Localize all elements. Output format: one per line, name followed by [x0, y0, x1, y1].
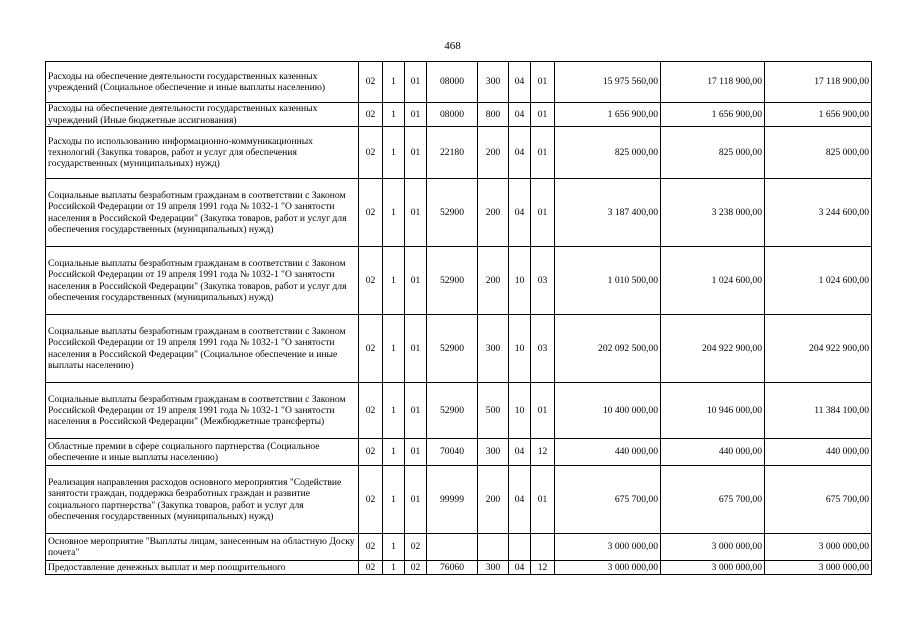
row-amount-cell: 202 092 500,00	[555, 315, 661, 383]
row-code-cell: 01	[405, 62, 427, 103]
row-amount-cell: 825 000,00	[765, 127, 872, 179]
row-amount-cell: 675 700,00	[661, 466, 765, 534]
row-code-cell: 01	[531, 383, 555, 439]
row-code-cell: 02	[359, 466, 383, 534]
row-code-cell: 99999	[427, 466, 478, 534]
row-amount-cell: 3 000 000,00	[765, 534, 872, 561]
row-code-cell	[427, 534, 478, 561]
row-code-cell: 1	[383, 315, 405, 383]
row-amount-cell: 204 922 900,00	[765, 315, 872, 383]
row-code-cell: 1	[383, 466, 405, 534]
row-amount-cell: 3 000 000,00	[661, 561, 765, 575]
row-amount-cell: 825 000,00	[661, 127, 765, 179]
row-code-cell: 04	[509, 103, 531, 127]
row-code-cell: 200	[478, 466, 509, 534]
row-code-cell: 02	[359, 62, 383, 103]
row-description: Областные премии в сфере социального партнерства (Социальное обеспечение и иные выплаты населению)	[46, 439, 359, 466]
row-code-cell: 04	[509, 179, 531, 247]
row-amount-cell: 3 000 000,00	[661, 534, 765, 561]
row-code-cell: 800	[478, 103, 509, 127]
row-code-cell: 500	[478, 383, 509, 439]
row-code-cell: 03	[531, 247, 555, 315]
row-code-cell: 10	[509, 315, 531, 383]
row-code-cell: 52900	[427, 179, 478, 247]
row-code-cell: 300	[478, 62, 509, 103]
row-code-cell: 1	[383, 247, 405, 315]
row-code-cell: 02	[405, 534, 427, 561]
row-code-cell: 02	[359, 247, 383, 315]
row-code-cell: 02	[359, 103, 383, 127]
row-code-cell: 01	[405, 127, 427, 179]
row-amount-cell: 1 656 900,00	[661, 103, 765, 127]
row-amount-cell: 11 384 100,00	[765, 383, 872, 439]
row-code-cell: 1	[383, 103, 405, 127]
row-amount-cell: 440 000,00	[765, 439, 872, 466]
row-code-cell: 01	[405, 247, 427, 315]
row-amount-cell: 440 000,00	[661, 439, 765, 466]
row-code-cell: 200	[478, 127, 509, 179]
row-code-cell: 01	[405, 103, 427, 127]
row-code-cell: 01	[405, 439, 427, 466]
table-row	[46, 247, 872, 315]
row-code-cell: 1	[383, 127, 405, 179]
row-code-cell: 200	[478, 247, 509, 315]
row-code-cell: 02	[359, 127, 383, 179]
row-amount-cell: 3 244 600,00	[765, 179, 872, 247]
row-code-cell: 01	[405, 315, 427, 383]
row-amount-cell: 675 700,00	[765, 466, 872, 534]
row-code-cell: 52900	[427, 315, 478, 383]
table-row	[46, 383, 872, 439]
row-code-cell: 300	[478, 439, 509, 466]
row-code-cell: 08000	[427, 103, 478, 127]
row-code-cell: 04	[509, 127, 531, 179]
row-amount-cell: 3 000 000,00	[555, 561, 661, 575]
row-description: Социальные выплаты безработным гражданам в соответствии с Законом Российской Федерации от 19 апреля 1991 года № 1032-1 "О занятости населения в Российской Федерации" (Межбюджетные трансферты)	[46, 383, 359, 439]
row-code-cell: 300	[478, 561, 509, 575]
row-amount-cell: 3 000 000,00	[765, 561, 872, 575]
row-amount-cell: 1 024 600,00	[765, 247, 872, 315]
row-amount-cell: 3 000 000,00	[555, 534, 661, 561]
table-row	[46, 127, 872, 179]
page-number: 468	[444, 40, 461, 52]
row-code-cell: 10	[509, 247, 531, 315]
row-code-cell: 1	[383, 534, 405, 561]
row-code-cell: 200	[478, 179, 509, 247]
row-amount-cell: 1 010 500,00	[555, 247, 661, 315]
table-row	[46, 62, 872, 103]
row-code-cell: 10	[509, 383, 531, 439]
row-code-cell: 01	[531, 466, 555, 534]
table-row	[46, 315, 872, 383]
row-code-cell: 1	[383, 439, 405, 466]
table-row	[46, 466, 872, 534]
row-code-cell: 02	[359, 439, 383, 466]
row-code-cell: 300	[478, 315, 509, 383]
row-description: Расходы на обеспечение деятельности государственных казенных учреждений (Иные бюджетные ассигнования)	[46, 103, 359, 127]
row-code-cell: 70040	[427, 439, 478, 466]
row-code-cell: 52900	[427, 247, 478, 315]
row-description: Социальные выплаты безработным гражданам в соответствии с Законом Российской Федерации от 19 апреля 1991 года № 1032-1 "О занятости населения в Российской Федерации" (Закупка товаров, работ и услуг для обеспечения государственных (муниципальных) нужд)	[46, 179, 359, 247]
table-body	[46, 62, 872, 575]
row-amount-cell: 1 024 600,00	[661, 247, 765, 315]
row-code-cell: 1	[383, 179, 405, 247]
row-amount-cell: 17 118 900,00	[661, 62, 765, 103]
budget-table	[45, 61, 872, 575]
row-code-cell: 04	[509, 561, 531, 575]
table-row	[46, 179, 872, 247]
row-code-cell: 1	[383, 383, 405, 439]
row-amount-cell: 1 656 900,00	[765, 103, 872, 127]
row-code-cell: 02	[359, 383, 383, 439]
row-code-cell: 02	[405, 561, 427, 575]
row-description: Реализация направления расходов основного мероприятия "Содействие занятости граждан, поддержка безработных граждан и развитие социального партнерства" (Закупка товаров, работ и услуг для обеспечения государственных (муниципальных) нужд)	[46, 466, 359, 534]
row-code-cell: 08000	[427, 62, 478, 103]
row-amount-cell: 17 118 900,00	[765, 62, 872, 103]
row-amount-cell: 1 656 900,00	[555, 103, 661, 127]
row-code-cell: 1	[383, 62, 405, 103]
table-row	[46, 534, 872, 561]
row-description: Расходы по использованию информационно-коммуникационных технологий (Закупка товаров, работ и услуг для обеспечения государственных (муниципальных) нужд)	[46, 127, 359, 179]
row-code-cell	[531, 534, 555, 561]
row-code-cell: 22180	[427, 127, 478, 179]
row-code-cell: 02	[359, 179, 383, 247]
table-row	[46, 439, 872, 466]
row-description: Основное мероприятие "Выплаты лицам, занесенным на областную Доску почета"	[46, 534, 359, 561]
row-code-cell: 02	[359, 561, 383, 575]
row-amount-cell: 825 000,00	[555, 127, 661, 179]
row-code-cell: 01	[531, 103, 555, 127]
row-code-cell: 12	[531, 439, 555, 466]
row-amount-cell: 15 975 560,00	[555, 62, 661, 103]
row-amount-cell: 10 400 000,00	[555, 383, 661, 439]
row-amount-cell: 675 700,00	[555, 466, 661, 534]
row-code-cell: 76060	[427, 561, 478, 575]
row-amount-cell: 3 187 400,00	[555, 179, 661, 247]
row-code-cell: 02	[359, 534, 383, 561]
row-amount-cell: 440 000,00	[555, 439, 661, 466]
row-code-cell: 01	[405, 383, 427, 439]
row-amount-cell: 204 922 900,00	[661, 315, 765, 383]
row-code-cell	[509, 534, 531, 561]
row-amount-cell: 10 946 000,00	[661, 383, 765, 439]
row-code-cell: 12	[531, 561, 555, 575]
row-code-cell: 01	[405, 466, 427, 534]
row-code-cell	[478, 534, 509, 561]
row-code-cell: 04	[509, 62, 531, 103]
table-row	[46, 561, 872, 575]
row-code-cell: 03	[531, 315, 555, 383]
row-code-cell: 01	[405, 179, 427, 247]
row-code-cell: 1	[383, 561, 405, 575]
row-code-cell: 01	[531, 179, 555, 247]
row-description: Социальные выплаты безработным гражданам в соответствии с Законом Российской Федерации от 19 апреля 1991 года № 1032-1 "О занятости населения в Российской Федерации" (Социальное обеспечение и иные выплаты населению)	[46, 315, 359, 383]
row-code-cell: 01	[531, 127, 555, 179]
row-code-cell: 02	[359, 315, 383, 383]
row-amount-cell: 3 238 000,00	[661, 179, 765, 247]
row-description: Расходы на обеспечение деятельности государственных казенных учреждений (Социальное обеспечение и иные выплаты населению)	[46, 62, 359, 103]
row-description: Социальные выплаты безработным гражданам в соответствии с Законом Российской Федерации от 19 апреля 1991 года № 1032-1 "О занятости населения в Российской Федерации" (Закупка товаров, работ и услуг для обеспечения государственных (муниципальных) нужд)	[46, 247, 359, 315]
table-row	[46, 103, 872, 127]
row-code-cell: 01	[531, 62, 555, 103]
row-code-cell: 52900	[427, 383, 478, 439]
row-description: Предоставление денежных выплат и мер поощрительного	[46, 561, 359, 575]
row-code-cell: 04	[509, 466, 531, 534]
row-code-cell: 04	[509, 439, 531, 466]
